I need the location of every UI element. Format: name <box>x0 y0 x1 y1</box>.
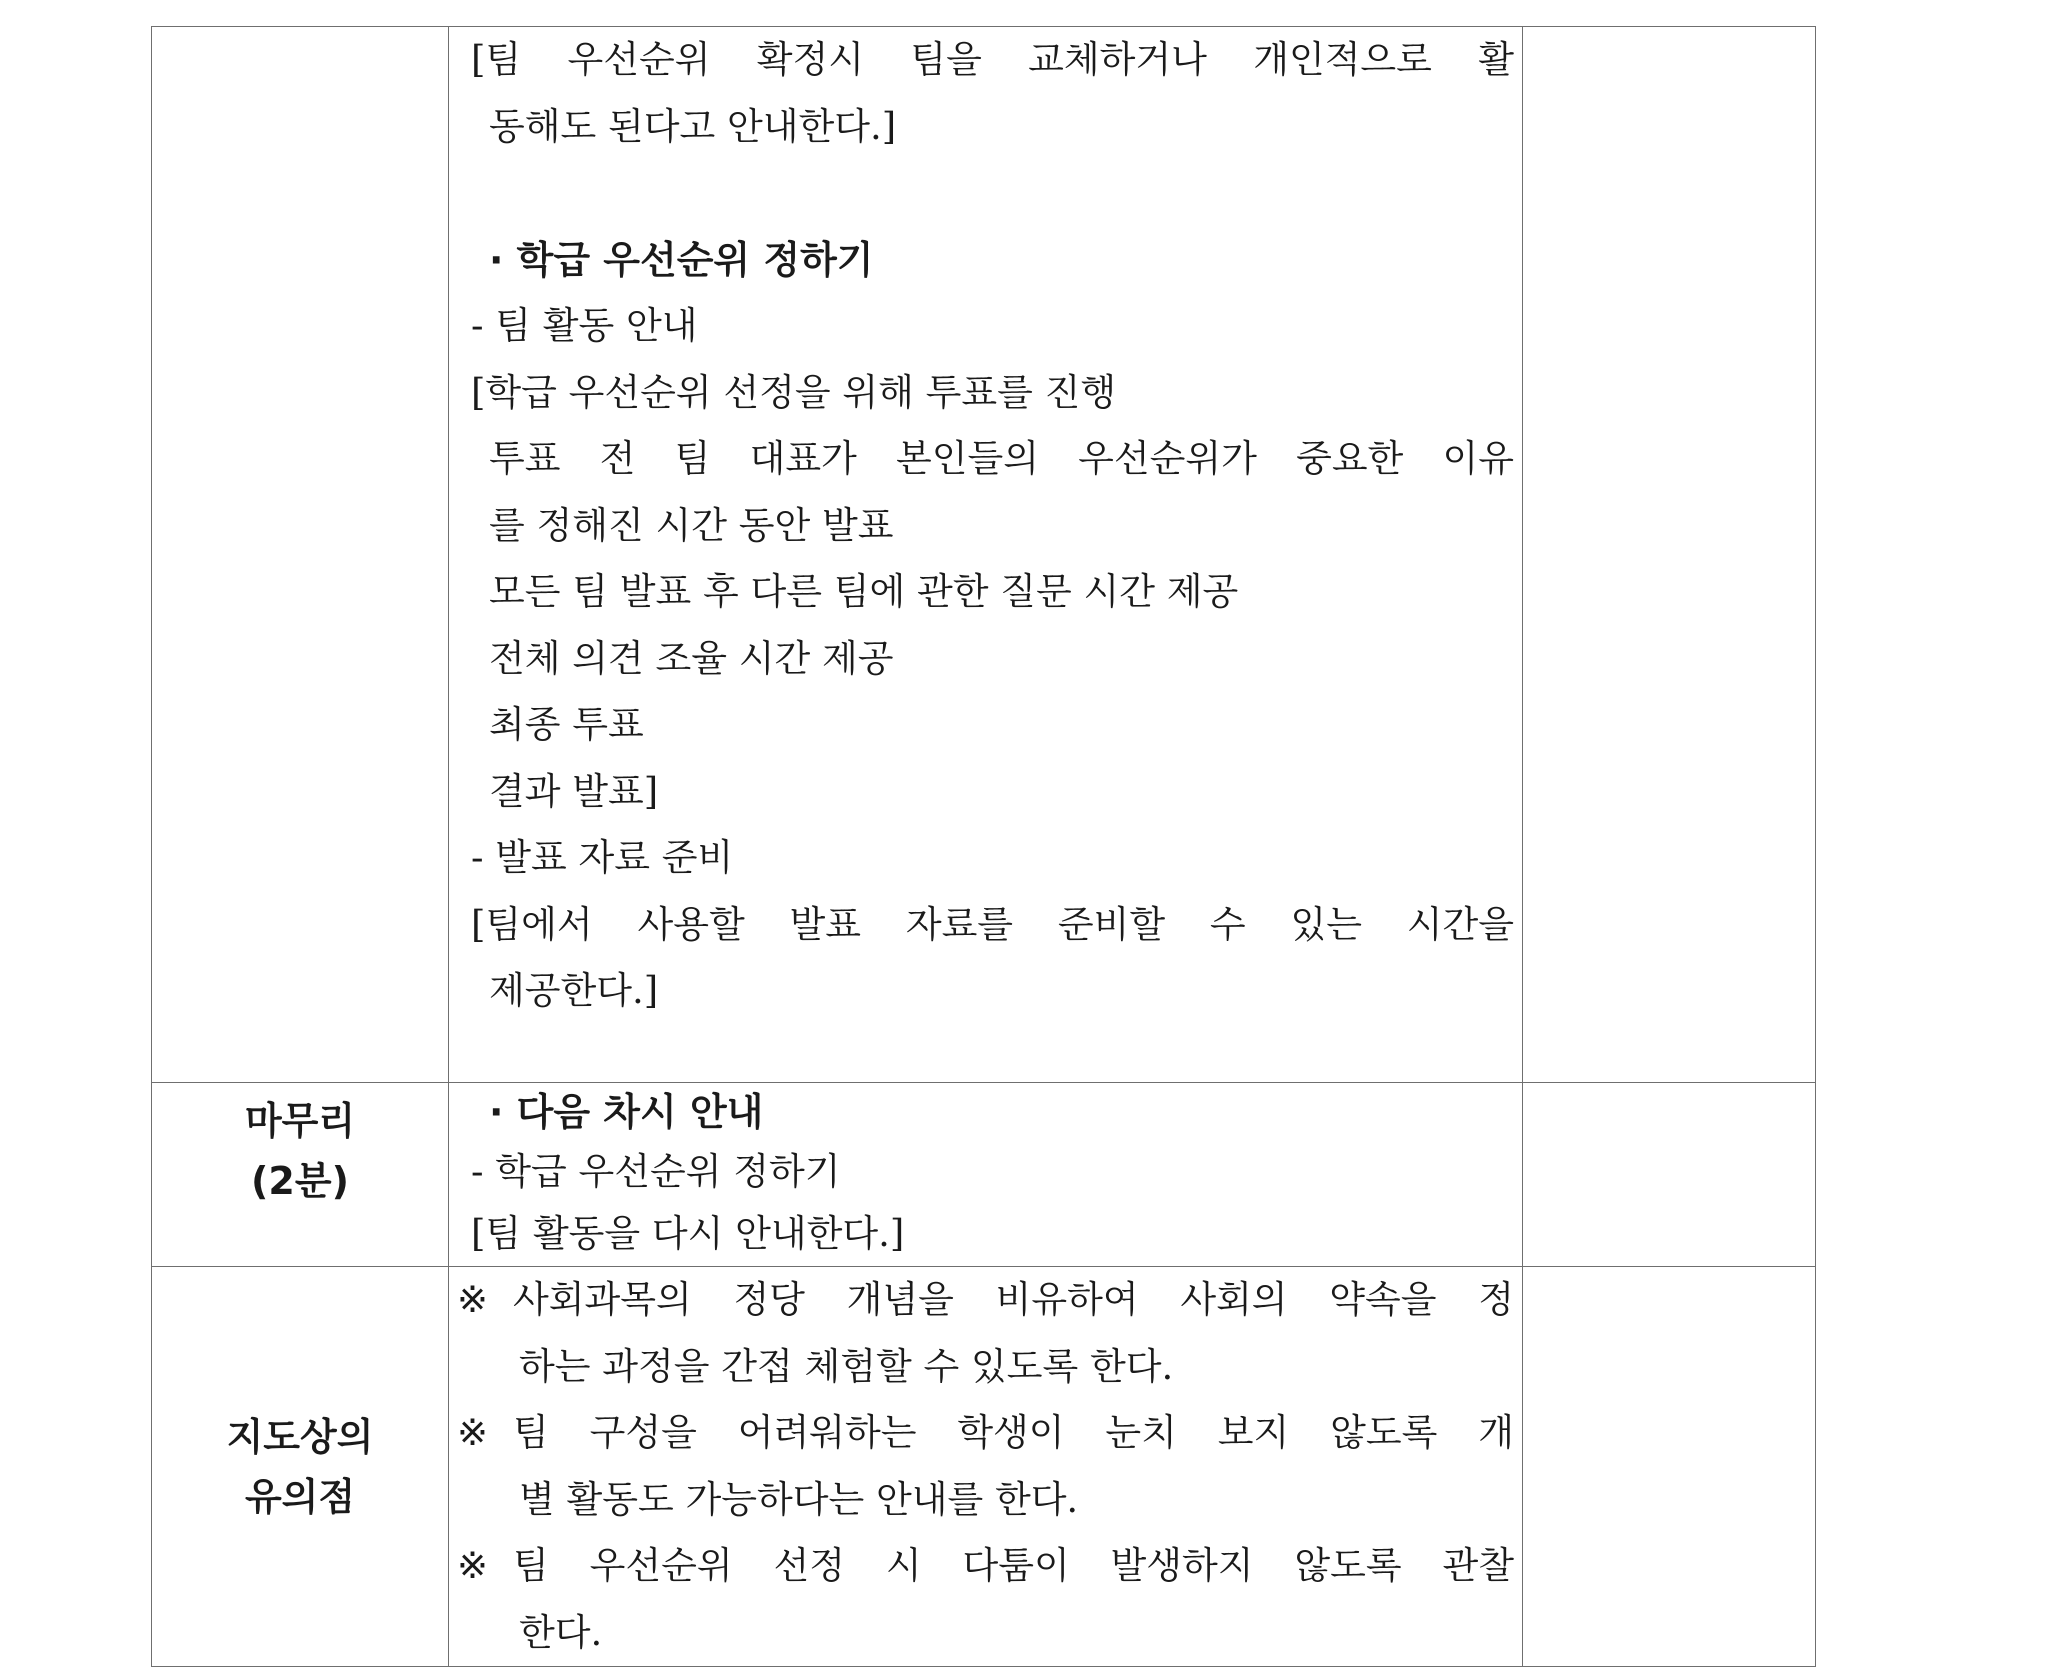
note-item <box>457 1400 1514 1533</box>
content-line: - 학급 우선순위 정하기 <box>471 1150 841 1193</box>
content-line: 제공한다.] <box>489 969 659 1012</box>
remarks-cell <box>1523 1083 1816 1267</box>
blank-line <box>471 160 1514 227</box>
note-text: 팀 우선순위 선정 시 다툼이 발생하지 않도록 관찰 <box>513 1544 1514 1587</box>
closing-row <box>152 1083 1816 1267</box>
lesson-plan-table <box>151 26 1816 1667</box>
content-line: - 발표 자료 준비 <box>471 836 734 879</box>
stage-label: 마무리 <box>244 1099 356 1143</box>
closing-content-cell <box>449 1083 1523 1267</box>
content-line: 투표 전 팀 대표가 본인들의 우선순위가 중요한 이유 <box>489 437 1514 480</box>
notes-content-cell <box>449 1267 1523 1667</box>
content-line: 전체 의견 조율 시간 제공 <box>489 636 894 680</box>
reference-mark-icon: ※ <box>457 1411 489 1454</box>
note-text: 사회과목의 정당 개념을 비유하여 사회의 약속을 정 <box>513 1278 1514 1321</box>
remarks-cell <box>1523 27 1816 1083</box>
development-content-cell <box>449 27 1523 1083</box>
stage-label: 지도상의 <box>226 1414 374 1459</box>
content-line: 동해도 된다고 안내한다.] <box>489 104 897 148</box>
content-line: [팀에서 사용할 발표 자료를 준비할 수 있는 시간을 <box>471 902 1514 946</box>
note-text: 팀 구성을 어려워하는 학생이 눈치 보지 않도록 개 <box>513 1411 1514 1454</box>
stage-label: 유의점 <box>244 1474 356 1519</box>
content-line: 를 정해진 시간 동안 발표 <box>489 503 894 547</box>
content-line: [학급 우선순위 선정을 위해 투표를 진행 <box>471 370 1117 414</box>
notes-row <box>152 1267 1816 1667</box>
content-line: 결과 발표] <box>489 769 659 813</box>
reference-mark-icon: ※ <box>457 1544 489 1587</box>
note-text: 하는 과정을 간접 체험할 수 있도록 한다. <box>519 1344 1174 1388</box>
content-line: - 팀 활동 안내 <box>471 304 698 347</box>
notes-stage-cell <box>152 1267 449 1667</box>
stage-duration: (2분) <box>251 1159 349 1203</box>
closing-stage-cell <box>152 1083 449 1267</box>
development-row <box>152 27 1816 1083</box>
section-heading: · 학급 우선순위 정하기 <box>489 237 874 282</box>
content-line: 최종 투표 <box>489 703 644 746</box>
note-text: 한다. <box>519 1610 603 1654</box>
note-item <box>457 1533 1514 1666</box>
content-line: 모든 팀 발표 후 다른 팀에 관한 질문 시간 제공 <box>489 570 1239 613</box>
reference-mark-icon: ※ <box>457 1278 489 1321</box>
development-stage-cell <box>152 27 449 1083</box>
remarks-cell <box>1523 1267 1816 1667</box>
content-line: [팀 활동을 다시 안내한다.] <box>471 1212 905 1255</box>
content-line: [팀 우선순위 확정시 팀을 교체하거나 개인적으로 활 <box>471 38 1514 81</box>
note-text: 별 활동도 가능하다는 안내를 한다. <box>519 1477 1079 1521</box>
section-heading: · 다음 차시 안내 <box>489 1090 764 1134</box>
note-item <box>457 1267 1514 1400</box>
